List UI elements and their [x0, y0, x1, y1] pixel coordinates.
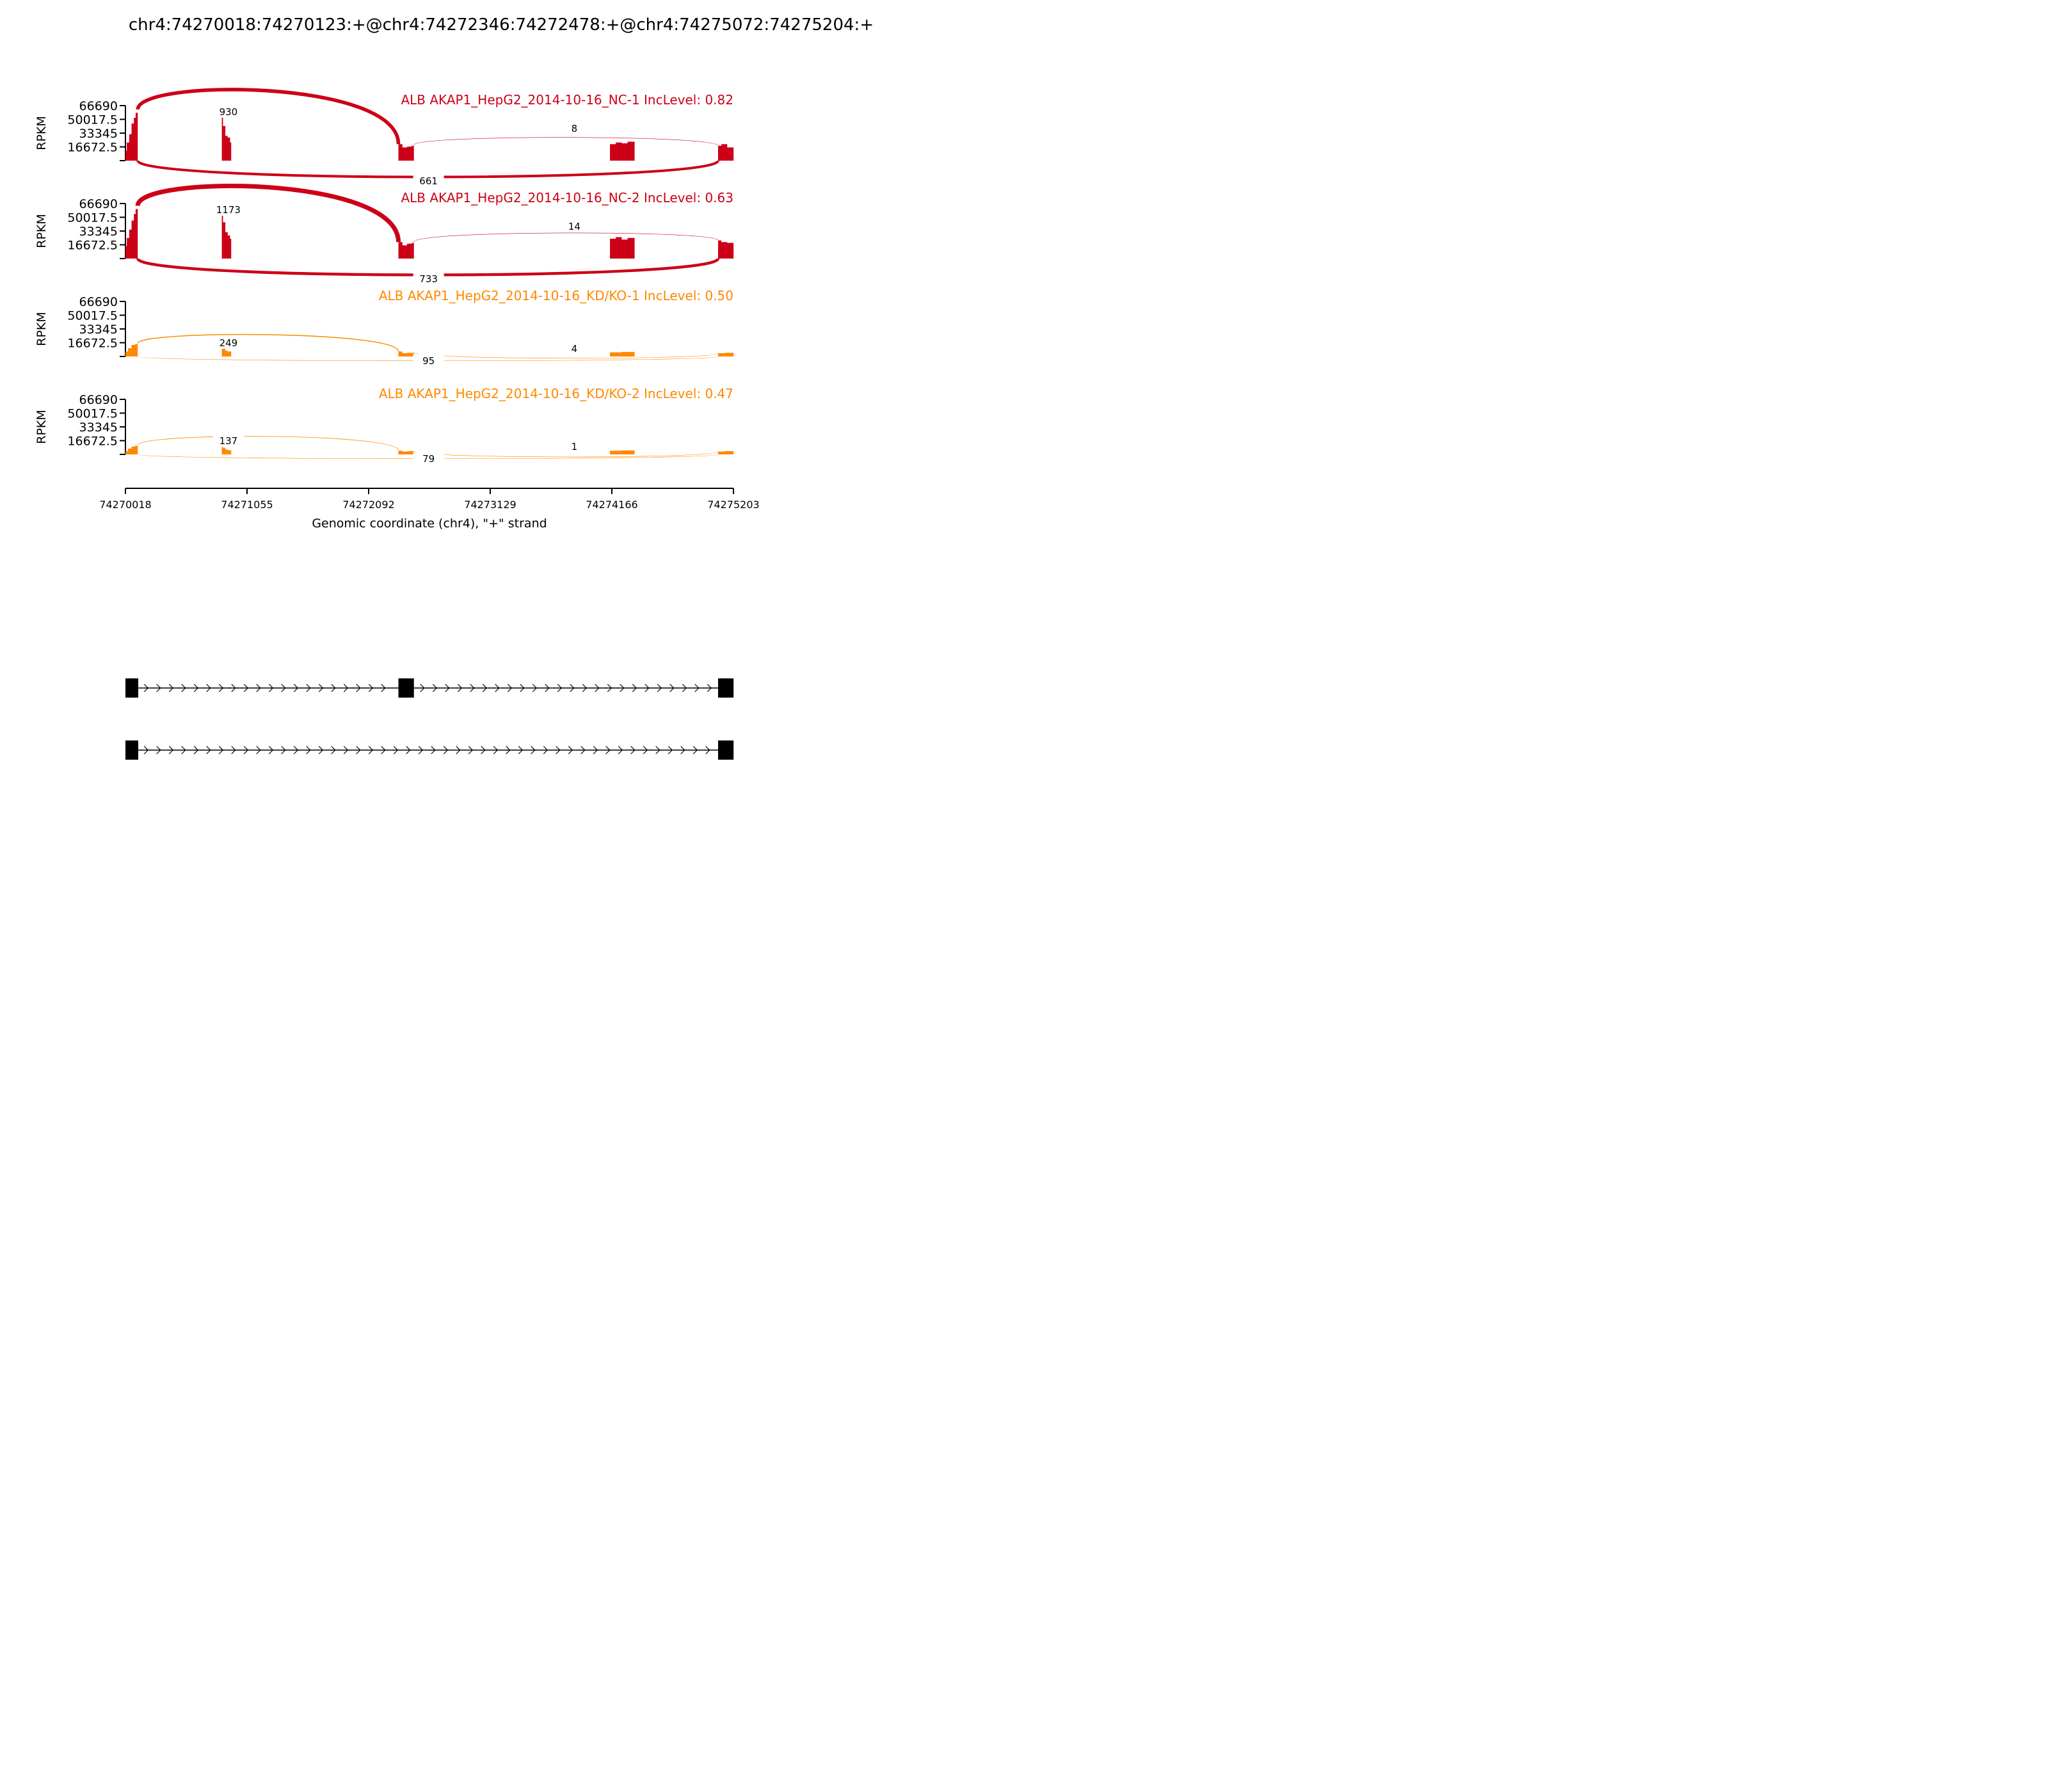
isoform-1 — [125, 678, 733, 698]
coverage-area — [399, 242, 414, 259]
exon-block — [718, 678, 733, 698]
junction-arc — [138, 335, 398, 352]
coverage-area — [718, 241, 733, 259]
coverage-area — [125, 343, 138, 356]
x-tick-label: 74273129 — [464, 499, 516, 511]
junction-read-count: 930 — [219, 106, 238, 118]
coverage-area — [718, 451, 733, 454]
junction-arc — [414, 138, 718, 146]
coverage-area — [125, 205, 138, 259]
junction-read-count: 14 — [568, 221, 580, 232]
coverage-area — [718, 353, 733, 356]
sashimi-plot — [0, 0, 991, 867]
coverage-area — [125, 109, 138, 161]
junction-read-count: 95 — [422, 355, 435, 367]
junction-arc — [414, 233, 718, 242]
y-tick-label: 66690 — [79, 295, 118, 309]
y-tick-label: 66690 — [79, 197, 118, 211]
y-tick-label: 16672.5 — [67, 336, 118, 351]
isoform-2 — [125, 740, 733, 760]
coverage-area — [399, 451, 414, 454]
sample-panel-2 — [35, 186, 733, 285]
coverage-area — [399, 351, 414, 356]
coverage-area — [399, 144, 414, 161]
coverage-area — [125, 445, 138, 454]
sample-label: ALB AKAP1_HepG2_2014-10-16_KD/KO-1 IncLevel: 0.50 — [378, 288, 733, 303]
coverage-area — [610, 451, 634, 454]
sample-label: ALB AKAP1_HepG2_2014-10-16_NC-2 IncLevel: 0.63 — [401, 190, 733, 205]
junction-read-count: 4 — [571, 343, 578, 355]
y-tick-label: 33345 — [79, 420, 118, 435]
junction-arc — [138, 90, 398, 144]
y-tick-label: 33345 — [79, 127, 118, 141]
y-tick-label: 16672.5 — [67, 434, 118, 449]
junction-read-count: 1173 — [216, 204, 241, 216]
exon-block — [125, 678, 138, 698]
junction-read-count: 249 — [219, 337, 238, 349]
y-tick-label: 50017.5 — [67, 308, 118, 323]
sample-label: ALB AKAP1_HepG2_2014-10-16_KD/KO-2 IncLevel: 0.47 — [378, 386, 733, 401]
exon-block — [125, 740, 138, 760]
coverage-area — [222, 111, 232, 161]
x-axis — [99, 488, 759, 511]
y-tick-label: 66690 — [79, 99, 118, 113]
y-tick-label: 16672.5 — [67, 238, 118, 253]
coverage-area — [610, 237, 634, 259]
x-tick-label: 74272092 — [342, 499, 395, 511]
y-axis-label: RPKM — [35, 214, 49, 248]
y-axis-label: RPKM — [35, 312, 49, 346]
y-tick-label: 50017.5 — [67, 113, 118, 127]
sample-panel-4 — [35, 386, 733, 465]
y-tick-label: 50017.5 — [67, 406, 118, 421]
sample-panel-1 — [35, 90, 733, 187]
y-tick-label: 50017.5 — [67, 211, 118, 225]
x-tick-label: 74274166 — [586, 499, 638, 511]
junction-arc — [138, 186, 398, 243]
junction-read-count: 1 — [571, 441, 578, 452]
chart-title: chr4:74270018:74270123:+@chr4:74272346:74272478:+@chr4:74275072:74275204:+ — [128, 15, 874, 35]
y-tick-label: 33345 — [79, 323, 118, 337]
isoform-tracks — [125, 678, 733, 760]
junction-read-count: 733 — [419, 273, 438, 285]
junction-read-count: 79 — [422, 453, 435, 465]
y-axis-label: RPKM — [35, 410, 49, 444]
coverage-area — [718, 144, 733, 161]
junction-read-count: 8 — [571, 123, 578, 134]
coverage-area — [610, 352, 634, 356]
y-tick-label: 33345 — [79, 225, 118, 239]
junction-read-count: 661 — [419, 175, 438, 187]
exon-block — [399, 678, 414, 698]
coverage-area — [610, 141, 634, 161]
y-tick-label: 16672.5 — [67, 140, 118, 155]
sample-label: ALB AKAP1_HepG2_2014-10-16_NC-1 IncLevel: 0.82 — [401, 92, 733, 108]
x-axis-label: Genomic coordinate (chr4), "+" strand — [312, 516, 547, 531]
sample-panel-3 — [35, 288, 733, 367]
junction-read-count: 137 — [219, 435, 238, 447]
y-tick-label: 66690 — [79, 393, 118, 407]
x-tick-label: 74270018 — [99, 499, 152, 511]
junction-arc — [138, 436, 398, 451]
y-axis-label: RPKM — [35, 116, 49, 150]
x-tick-label: 74271055 — [221, 499, 273, 511]
sample-panels — [35, 90, 733, 465]
exon-block — [718, 740, 733, 760]
x-tick-label: 74275203 — [707, 499, 760, 511]
